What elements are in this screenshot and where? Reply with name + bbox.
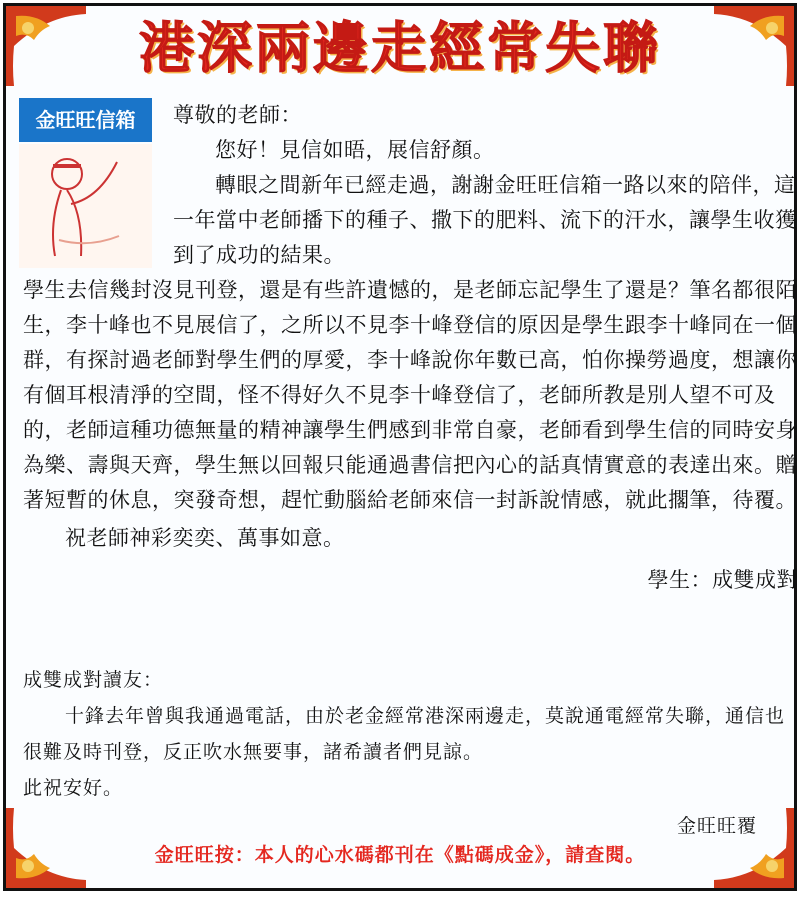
letter-paragraph: 學生去信幾封沒見刊登，還是有些許遺憾的，是老師忘記學生了還是？筆名都很陌生，李十峰也不見展信了，之所以不見李十峰登信的原因是學生跟李十峰同在一個群，有探討過老師對學生們的厚愛，李十峰說你年數已高，怕你操勞過度，想讓你有個耳根清淨的空間，怪不得好久不見李十峰登信了，老師所教是別人望不可及的，老師這種功德無量的精神讓學生們感到非常自豪，老師看到學生信的同時安身為樂、壽與天齊，學生無以回報只能通過書信把內心的話真情實意的表達出來。贈著短暫的休息，突發奇想，趕忙動腦給老師來信一封訴說情感，就此擱筆，待覆。 [23,278,797,512]
reply-paragraph: 十鋒去年曾與我通過電話，由於老金經常港深兩邊走，莫說通電經常失聯，通信也很難及時刊登，反正吹水無要事，諸希讀者們見諒。 [23,705,786,763]
letter-body [23,98,798,598]
editor-reply [23,662,793,844]
reply-salutation: 成雙成對讀友： [23,669,164,691]
page-title: 港深兩邊走經常失聯 [138,15,661,80]
letter-signature: 學生：成雙成對 [647,568,798,592]
letter-wish: 祝老師神彩奕奕、萬事如意。 [65,526,345,550]
column-tag: 金旺旺信箱 [19,98,152,142]
footer-note: 金旺旺按：本人的心水碼都刊在《點碼成金》，請查閱。 [154,844,646,866]
reply-closing: 此祝安好。 [23,777,124,799]
letter-salutation: 尊敬的老師： [173,103,302,127]
letter-greeting: 您好！見信如晤，展信舒顏。 [215,138,495,162]
page-frame [3,3,797,891]
reply-signature: 金旺旺覆 [676,815,757,837]
letter-paragraph: 轉眼之間新年已經走過，謝謝金旺旺信箱一路以來的陪伴，這一年當中老師播下的種子、撒下的肥料、流下的汗水，讓學生收獲到了成功的結果。 [173,173,797,267]
